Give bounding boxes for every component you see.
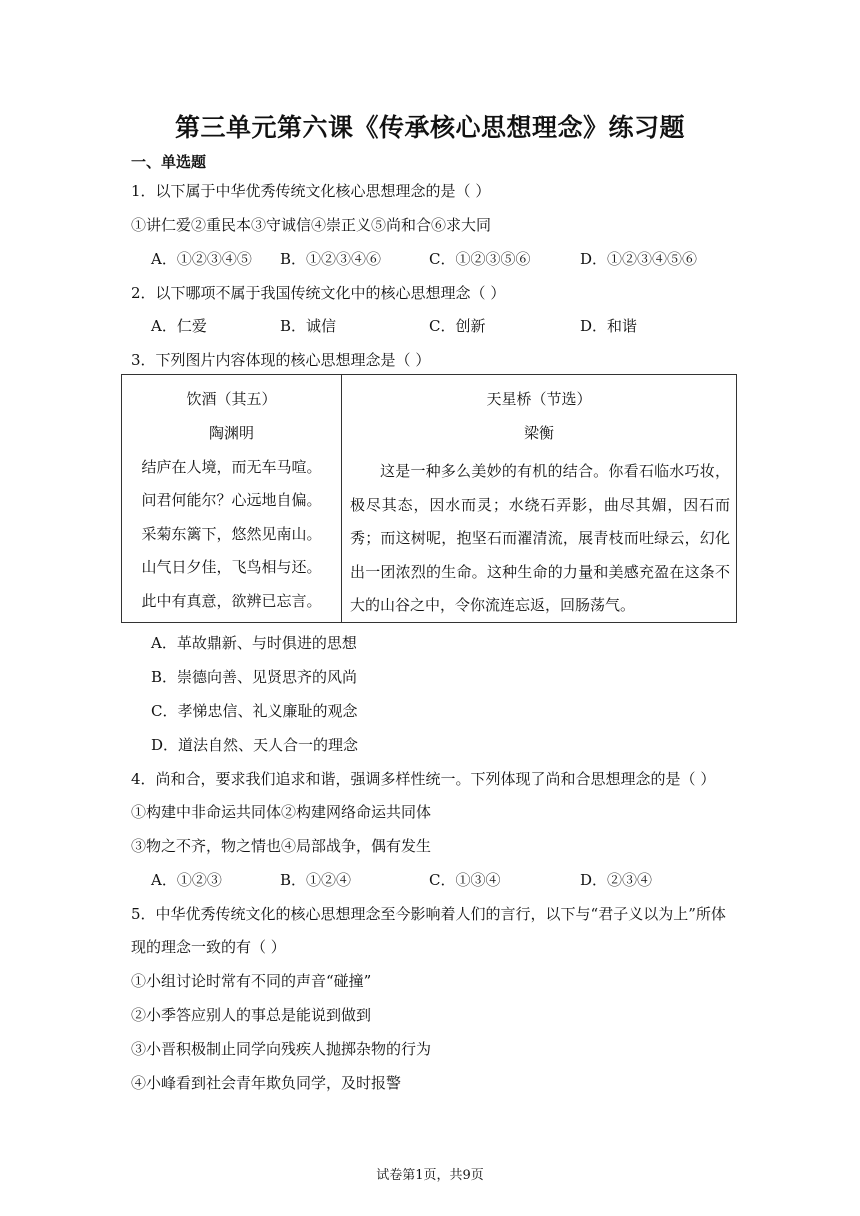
prose-text: 这是一种多么美妙的有机的结合。你看石临水巧妆，极尽其态，因水而灵；水绕石弄影，曲尽其媚，因石而秀；而这树呢，抱坚石而濯清流，展青枝而吐绿云，幻化出一团浓烈的生命。这种生命的力量和美感充盈在这条不大的山谷之中，令你流连忘返，回肠荡气。 [350,462,730,614]
question-4-option-a[interactable]: A．①②③ [151,871,222,889]
poem-line: 采菊东篱下，悠然见南山。 [141,525,322,543]
poem-table [121,374,737,623]
page-title: 第三单元第六课《传承核心思想理念》练习题 [174,113,685,142]
question-3-option-b[interactable]: B．崇德向善、见贤思齐的风尚 [151,668,358,686]
question-2-option-c[interactable]: C．创新 [429,317,486,335]
page-footer: 试卷第1页，共9页 [376,1168,484,1183]
question-1-statements: ①讲仁爱②重民本③守诚信④崇正义⑤尚和合⑥求大同 [131,216,492,234]
poem-cell [122,375,342,622]
question-4-stem: 4．尚和合，要求我们追求和谐，强调多样性统一。下列体现了尚和合思想理念的是（ ） [131,770,716,788]
prose-cell [342,375,736,622]
section-heading: 一、单选题 [131,153,207,171]
poem-line: 结庐在人境，而无车马喧。 [141,458,322,476]
question-5-statement: ③小晋积极制止同学向残疾人抛掷杂物的行为 [131,1040,432,1058]
poem-author: 陶渊明 [208,424,254,442]
question-5-statement: ①小组讨论时常有不同的声音“碰撞” [131,972,372,990]
question-4-option-c[interactable]: C．①③④ [429,871,501,889]
poem-line: 问君何能尔？心远地自偏。 [141,491,322,509]
question-3-option-c[interactable]: C．孝悌忠信、礼义廉耻的观念 [151,702,358,720]
question-3-option-a[interactable]: A．革故鼎新、与时俱进的思想 [151,634,357,652]
question-1-option-c[interactable]: C．①②③⑤⑥ [429,250,531,268]
poem-line: 此中有真意，欲辨已忘言。 [141,592,322,610]
poem-title: 饮酒（其五） [186,390,277,408]
question-2-option-a[interactable]: A．仁爱 [151,317,207,335]
question-1-stem: 1．以下属于中华优秀传统文化核心思想理念的是（ ） [131,182,491,200]
prose-author: 梁衡 [523,424,554,442]
question-1-option-d[interactable]: D．①②③④⑤⑥ [580,250,698,268]
question-4-option-b[interactable]: B．①②④ [280,871,352,889]
question-5-statement: ④小峰看到社会青年欺负同学，及时报警 [131,1074,402,1092]
question-3-option-d[interactable]: D．道法自然、天人合一的理念 [151,736,359,754]
question-4-statements: ①构建中非命运共同体②构建网络命运共同体 [131,803,432,821]
question-1-option-a[interactable]: A．①②③④⑤ [151,250,252,268]
question-4-option-d[interactable]: D．②③④ [580,871,653,889]
question-2-option-d[interactable]: D．和谐 [580,317,638,335]
question-2-stem: 2．以下哪项不属于我国传统文化中的核心思想理念（ ） [131,284,506,302]
prose-title: 天星桥（节选） [486,390,592,408]
question-4-statements: ③物之不齐，物之情也④局部战争，偶有发生 [131,837,432,855]
question-2-option-b[interactable]: B．诚信 [280,317,337,335]
question-5-statement: ②小季答应别人的事总是能说到做到 [131,1006,372,1024]
question-1-option-b[interactable]: B．①②③④⑥ [280,250,382,268]
question-5-stem-continued: 现的理念一致的有（ ） [131,938,286,956]
question-5-stem: 5．中华优秀传统文化的核心思想理念至今影响着人们的言行，以下与“君子义以为上”所体 [131,905,726,923]
poem-line: 山气日夕佳，飞鸟相与还。 [141,558,322,576]
question-3-stem: 3．下列图片内容体现的核心思想理念是（ ） [131,351,431,369]
